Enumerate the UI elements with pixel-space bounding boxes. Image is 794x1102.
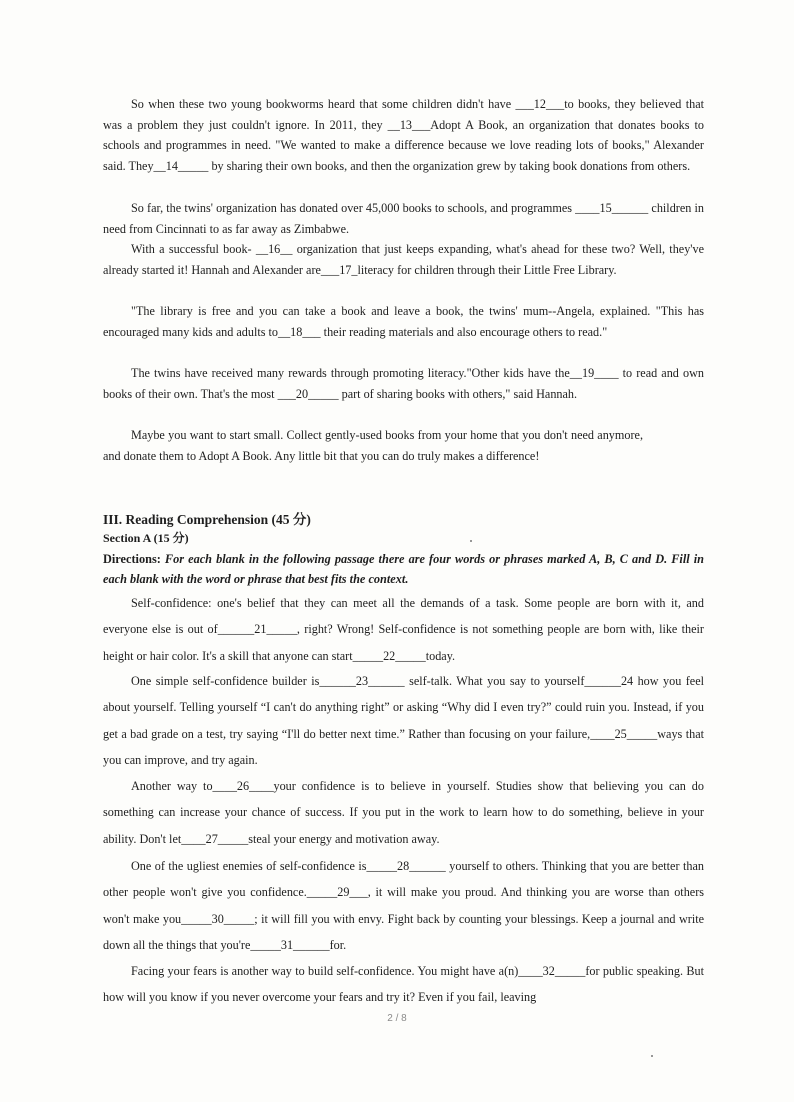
section-a-heading: Section A (15 分)	[103, 531, 189, 545]
cloze-paragraph-1: Self-confidence: one's belief that they can meet all the demands of a task. Some people are born with it, and everyone else is out of______21_____, right? Wrong! Self-confidence is not something people are born with, like their height or hair color. It's a skill that anyone can start_____22_____today.	[103, 596, 704, 663]
passage-paragraph-3: With a successful book- __16__ organization that just keeps expanding, what's ahead for these two? Well, they've already started it! Hannah and Alexander are___17_literacy for children through their Little Free Library.	[103, 242, 704, 277]
passage-paragraph-4: "The library is free and you can take a book and leave a book, the twins' mum--Angela, explained. "This has encouraged many kids and adults to__18___ their reading materials and also encourage others to read."	[103, 304, 704, 339]
cloze-paragraph-4: One of the ugliest enemies of self-confidence is_____28______ yourself to others. Thinking that you are better than other people won't give you confidence._____29___, it will make you proud. And thinking you are worse than others won't make you_____30_____; it will fill you with envy. Fight back by counting your blessings. Keep a journal and write down all the things that you're_____31______for.	[103, 859, 704, 952]
directions-text: For each blank in the following passage there are four words or phrases marked A, B, C and D. Fill in each blank with the word or phrase that best fits the context.	[103, 552, 704, 586]
cloze-paragraph-5: Facing your fears is another way to build self-confidence. You might have a(n)____32_____for public speaking. But how will you know if you never overcome your fears and try it? Even if you fail, leaving	[103, 964, 704, 1005]
section-heading: III. Reading Comprehension (45 分)	[103, 512, 311, 527]
passage-paragraph-5: The twins have received many rewards through promoting literacy."Other kids have the__19____ to read and own books of their own. That's the most ___20_____ part of sharing books with others," said Hannah.	[103, 366, 704, 401]
page-number: 2 / 8	[387, 1013, 407, 1024]
cloze-paragraph-3: Another way to____26____your confidence is to believe in yourself. Studies show that believing you can do something can increase your chance of success. If you put in the work to learn how to do something, believe in your ability. Don't let____27_____steal your energy and motivation away.	[103, 779, 704, 846]
cloze-paragraph-2: One simple self-confidence builder is______23______ self-talk. What you say to yourself______24 how you feel about yourself. Telling yourself “I can't do anything right” or asking “Why did I even try?” could ruin you. Instead, if you get a bad grade on a test, try saying “I'll do better next time.” Rather than focusing on your failure,____25_____ways that you can improve, and try again.	[103, 674, 704, 767]
directions	[103, 549, 704, 589]
passage-paragraph-1: So when these two young bookworms heard that some children didn't have ___12___to books, they believed that was a problem they just couldn't ignore. In 2011, they __13___Adopt A Book, an organization that donates books to schools and programmes in need. "We wanted to make a difference because we love reading lots of books," Alexander said. They__14_____ by sharing their own books, and then the organization grew by taking book donations from others.	[103, 97, 704, 174]
passage-paragraph-6: Maybe you want to start small. Collect gently-used books from your home that you don't need anymore, and donate them to Adopt A Book. Any little bit that you can do truly makes a difference!	[103, 428, 643, 463]
scan-speck	[470, 540, 472, 542]
scan-speck	[651, 1055, 653, 1057]
directions-label: Directions:	[103, 552, 161, 566]
passage-paragraph-2: So far, the twins' organization has donated over 45,000 books to schools, and programmes ____15______ children in need from Cincinnati to as far away as Zimbabwe.	[103, 201, 704, 236]
